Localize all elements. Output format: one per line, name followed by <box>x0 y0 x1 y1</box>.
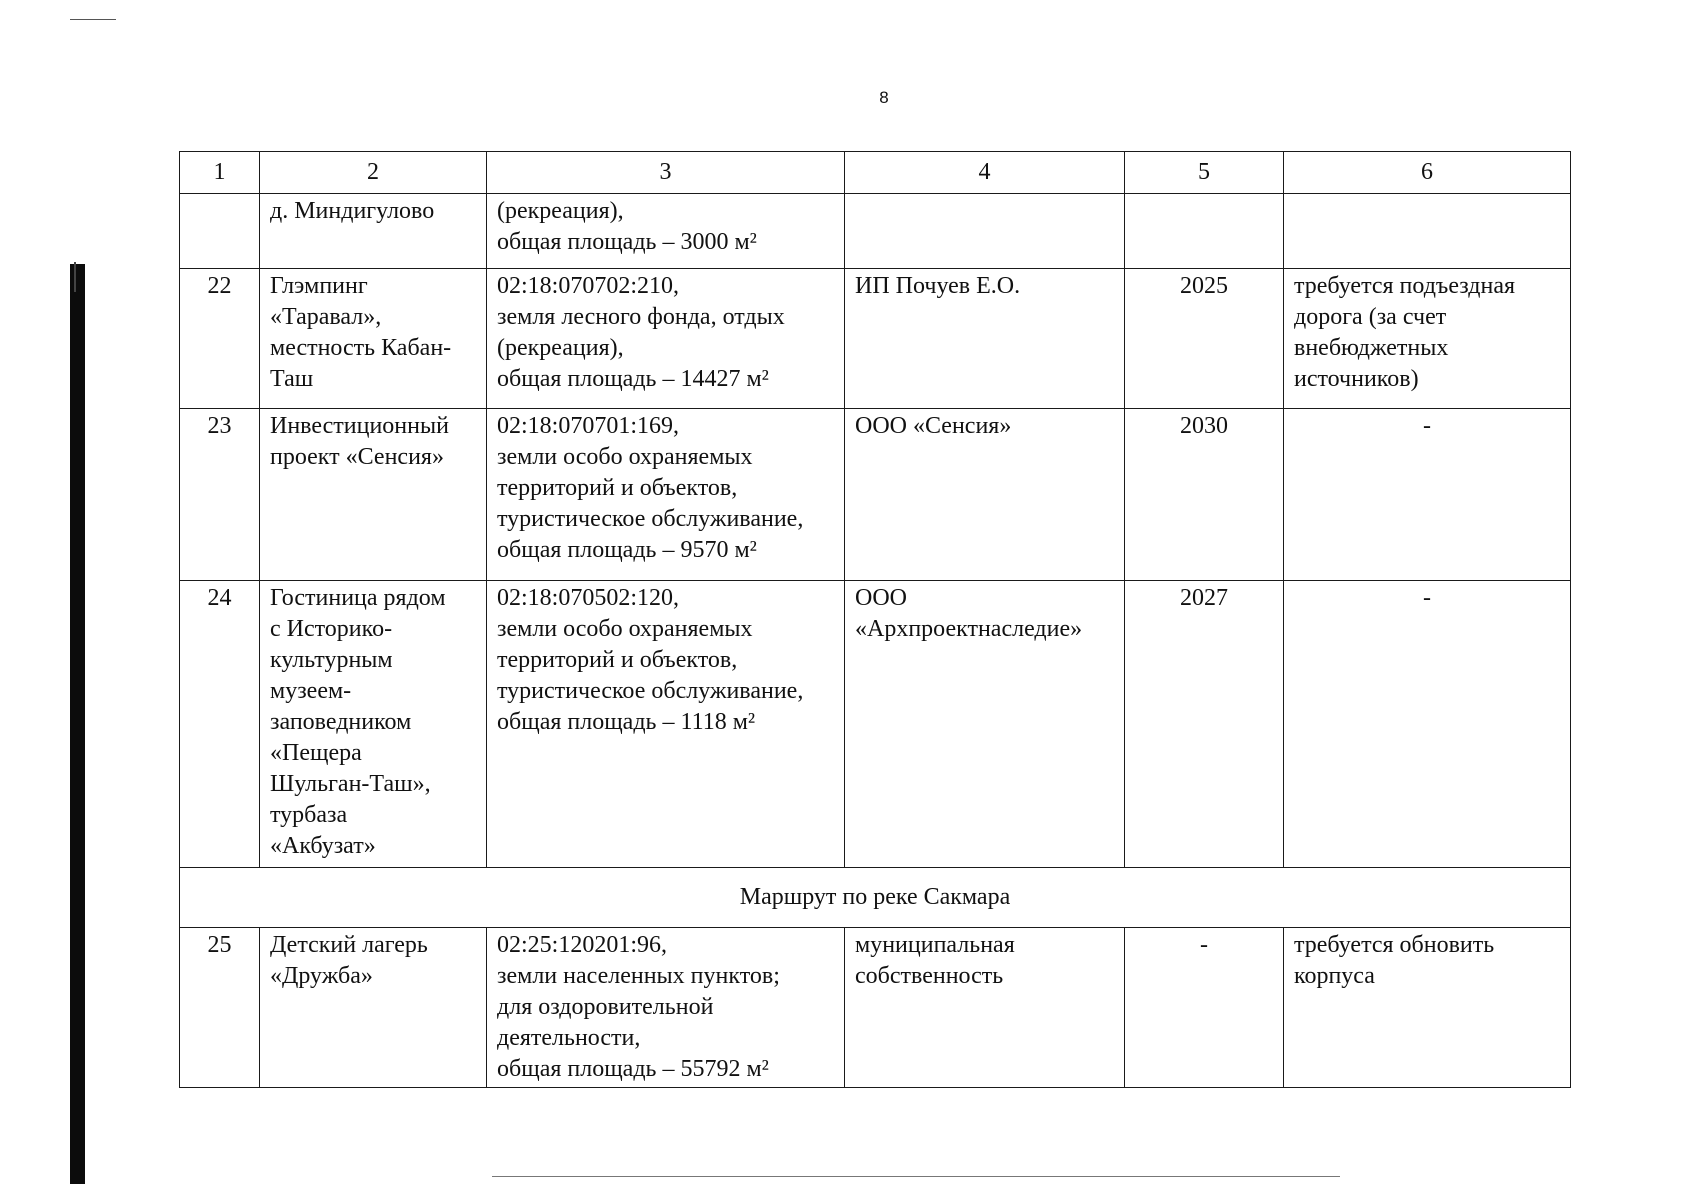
note <box>1284 194 1571 269</box>
table-row <box>180 194 1571 269</box>
land-plot-info: 02:25:120201:96, земли населенных пунктов; для оздоровительной деятельности, общая площадь – 55792 м² <box>487 928 845 1088</box>
land-plot-info: 02:18:070502:120, земли особо охраняемых территорий и объектов, туристическое обслуживание, общая площадь – 1118 м² <box>487 581 845 868</box>
year: 2030 <box>1125 409 1284 581</box>
note: требуется обновить корпуса <box>1284 928 1571 1088</box>
header-cell: 4 <box>845 152 1125 194</box>
page-number: 8 <box>879 88 889 107</box>
land-plot-info: 02:18:070702:210, земля лесного фонда, отдых (рекреация), общая площадь – 14427 м² <box>487 269 845 409</box>
row-number: 25 <box>180 928 260 1088</box>
year: 2025 <box>1125 269 1284 409</box>
year: - <box>1125 928 1284 1088</box>
object-name: Глэмпинг «Таравал», местность Кабан- Таш <box>260 269 487 409</box>
header-cell: 2 <box>260 152 487 194</box>
table-header-row <box>180 152 1571 194</box>
row-number: 22 <box>180 269 260 409</box>
note: - <box>1284 581 1571 868</box>
scan-artifact-left-edge <box>70 264 85 1184</box>
object-name: Гостиница рядом с Историко- культурным музеем- заповедником «Пещера Шульган-Таш», турбаза «Акбузат» <box>260 581 487 868</box>
land-plot-info: 02:18:070701:169, земли особо охраняемых территорий и объектов, туристическое обслуживание, общая площадь – 9570 м² <box>487 409 845 581</box>
table-row <box>180 409 1571 581</box>
row-number: 24 <box>180 581 260 868</box>
object-name: Инвестиционный проект «Сенсия» <box>260 409 487 581</box>
investor: ООО «Архпроектнаследие» <box>845 581 1125 868</box>
scan-artifact-left-mark <box>74 262 76 292</box>
investor: ООО «Сенсия» <box>845 409 1125 581</box>
object-name: Детский лагерь «Дружба» <box>260 928 487 1088</box>
row-number: 23 <box>180 409 260 581</box>
table-row <box>180 581 1571 868</box>
table-row <box>180 928 1571 1088</box>
section-row <box>180 868 1571 928</box>
header-cell: 5 <box>1125 152 1284 194</box>
table-row <box>180 269 1571 409</box>
year <box>1125 194 1284 269</box>
object-name: д. Миндигулово <box>260 194 487 269</box>
investor: ИП Почуев Е.О. <box>845 269 1125 409</box>
investor: муниципальная собственность <box>845 928 1125 1088</box>
investment-objects-table <box>179 151 1571 1088</box>
scan-artifact-top <box>70 19 116 20</box>
header-cell: 3 <box>487 152 845 194</box>
land-plot-info: (рекреация), общая площадь – 3000 м² <box>487 194 845 269</box>
note: - <box>1284 409 1571 581</box>
year: 2027 <box>1125 581 1284 868</box>
investor <box>845 194 1125 269</box>
row-number <box>180 194 260 269</box>
section-title: Маршрут по реке Сакмара <box>180 868 1571 928</box>
header-cell: 6 <box>1284 152 1571 194</box>
scan-artifact-bottom-line <box>492 1176 1340 1177</box>
note: требуется подъездная дорога (за счет внебюджетных источников) <box>1284 269 1571 409</box>
header-cell: 1 <box>180 152 260 194</box>
